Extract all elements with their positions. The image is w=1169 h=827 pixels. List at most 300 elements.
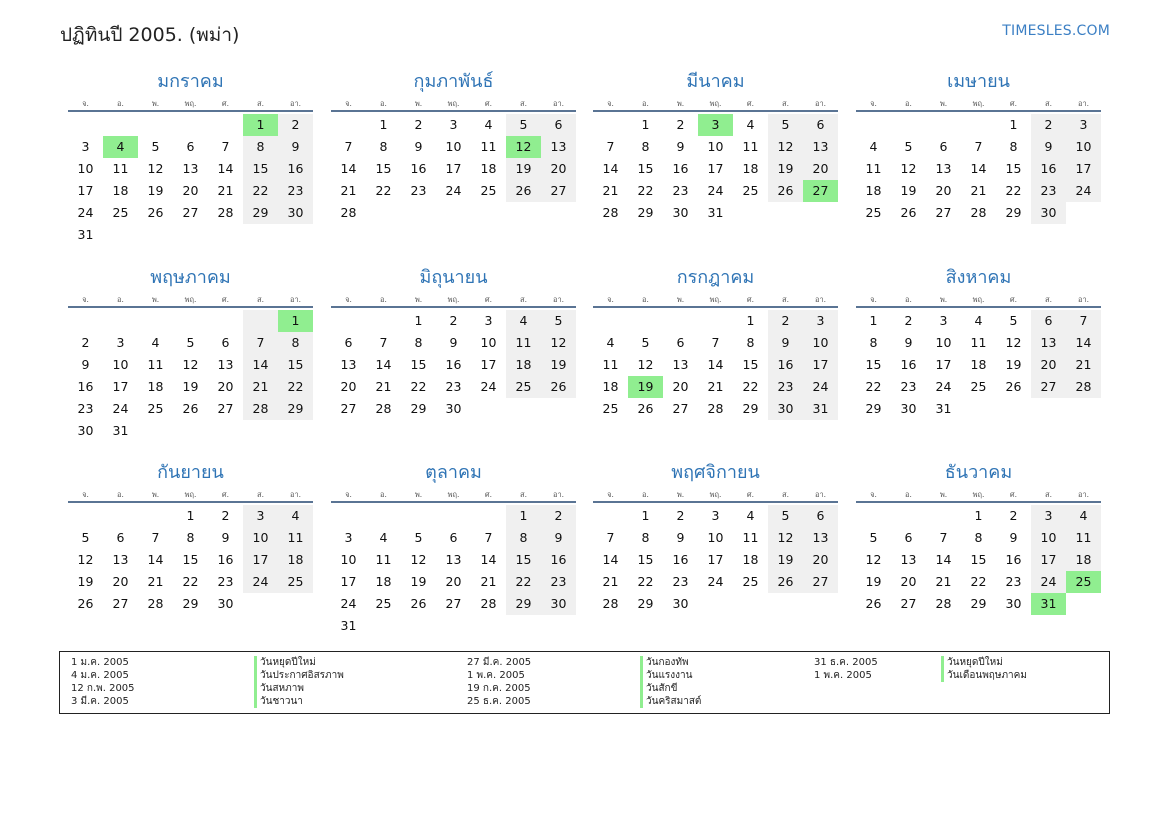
legend-holiday-name: วันเดือนพฤษภาคม: [947, 670, 1027, 681]
weekday-label: จ.: [82, 99, 89, 108]
day-cell: 3: [243, 505, 278, 527]
day-grid: [68, 310, 313, 442]
legend-holiday-name: วันกองทัพ: [646, 657, 689, 668]
day-grid: [593, 505, 838, 615]
weekday-label: พ.: [939, 99, 948, 108]
day-cell: 23: [410, 183, 427, 198]
weekday-header: [593, 294, 838, 308]
day-cell: 2: [676, 117, 685, 132]
weekday-header: [856, 98, 1101, 112]
day-cell: 27: [217, 401, 234, 416]
day-cell: 30: [768, 398, 803, 420]
day-cell: 11: [742, 139, 759, 154]
day-cell: 17: [445, 161, 462, 176]
day-cell: 27: [672, 401, 689, 416]
day-cell: 10: [1066, 136, 1101, 158]
weekday-label: พฤ.: [447, 295, 460, 304]
day-cell: 9: [904, 335, 913, 350]
day-cell: 15: [970, 552, 987, 567]
empty-day-cell: [103, 310, 138, 332]
weekday-label: ส.: [782, 99, 789, 108]
day-cell: 28: [707, 401, 724, 416]
empty-day-cell: [243, 310, 278, 332]
day-cell: 30: [217, 596, 234, 611]
empty-day-cell: [401, 505, 436, 527]
day-cell: 20: [935, 183, 952, 198]
day-cell: 2: [414, 117, 423, 132]
day-cell: 24: [112, 401, 129, 416]
day-cell: 16: [768, 354, 803, 376]
day-cell: 13: [217, 357, 234, 372]
day-cell: 5: [186, 335, 195, 350]
day-cell: 14: [935, 552, 952, 567]
day-cell: 21: [707, 379, 724, 394]
day-cell: 11: [147, 357, 164, 372]
weekday-label: ส.: [782, 490, 789, 499]
weekday-label: อ.: [905, 99, 912, 108]
day-cell: 22: [637, 183, 654, 198]
empty-day-cell: [331, 114, 366, 136]
empty-day-cell: [208, 114, 243, 136]
day-cell: 30: [278, 202, 313, 224]
day-cell: 24: [1066, 180, 1101, 202]
day-cell: 6: [1031, 310, 1066, 332]
weekday-label: พ.: [151, 99, 160, 108]
legend-dates-2: [467, 656, 531, 708]
day-grid: [331, 114, 576, 224]
day-cell: 18: [970, 357, 987, 372]
weekday-label: ศ.: [1009, 490, 1018, 499]
month-name: สิงหาคม: [945, 267, 1012, 288]
day-cell: 5: [904, 139, 913, 154]
weekday-label: จ.: [607, 295, 614, 304]
month-name: กุมภาพันธ์: [413, 71, 494, 92]
weekday-label: ศ.: [1009, 99, 1018, 108]
weekday-label: จ.: [82, 490, 89, 499]
day-cell: 19: [900, 183, 917, 198]
weekday-label: ส.: [257, 295, 264, 304]
day-cell: 26: [410, 596, 427, 611]
weekday-label: พฤ.: [709, 490, 722, 499]
day-cell: 17: [803, 354, 838, 376]
month-block: [593, 266, 838, 420]
day-cell: 2: [1031, 114, 1066, 136]
legend-holiday-name: วันสักขี: [646, 683, 678, 694]
day-cell: 7: [484, 530, 493, 545]
day-cell: 8: [641, 139, 650, 154]
day-cell: 26: [1005, 379, 1022, 394]
day-cell: 26: [637, 401, 654, 416]
legend-holiday-name: วันสหภาพ: [260, 683, 304, 694]
day-cell: 1: [641, 117, 650, 132]
day-cell: 22: [506, 571, 541, 593]
day-cell: 21: [147, 574, 164, 589]
day-cell: 12: [900, 161, 917, 176]
day-cell: 9: [449, 335, 458, 350]
month-name: พฤศจิกายน: [671, 462, 760, 483]
day-cell: 3: [939, 313, 948, 328]
holiday-day-cell: 31: [1031, 593, 1066, 615]
day-cell: 13: [1031, 332, 1066, 354]
day-cell: 1: [641, 508, 650, 523]
weekday-label: ส.: [520, 490, 527, 499]
day-cell: 2: [81, 335, 90, 350]
day-cell: 14: [243, 354, 278, 376]
day-cell: 17: [707, 552, 724, 567]
day-cell: 30: [541, 593, 576, 615]
day-cell: 23: [541, 571, 576, 593]
day-cell: 18: [865, 183, 882, 198]
day-cell: 15: [243, 158, 278, 180]
day-cell: 16: [1031, 158, 1066, 180]
weekday-label: พ.: [414, 295, 423, 304]
day-cell: 15: [410, 357, 427, 372]
day-cell: 5: [869, 530, 878, 545]
month-name: กรกฎาคม: [676, 267, 755, 288]
weekday-label: อา.: [814, 295, 827, 304]
day-cell: 9: [414, 139, 423, 154]
day-grid: [68, 114, 313, 246]
day-cell: 10: [480, 335, 497, 350]
legend-dates-3: [814, 656, 878, 682]
day-cell: 28: [602, 205, 619, 220]
empty-day-cell: [891, 114, 926, 136]
day-cell: 7: [379, 335, 388, 350]
day-cell: 28: [243, 398, 278, 420]
day-cell: 23: [278, 180, 313, 202]
day-cell: 24: [935, 379, 952, 394]
weekday-label: ส.: [257, 99, 264, 108]
day-cell: 21: [375, 379, 392, 394]
day-cell: 15: [865, 357, 882, 372]
day-cell: 14: [147, 552, 164, 567]
day-cell: 30: [445, 401, 462, 416]
day-cell: 1: [379, 117, 388, 132]
day-cell: 8: [974, 530, 983, 545]
day-cell: 14: [707, 357, 724, 372]
day-cell: 3: [1031, 505, 1066, 527]
day-cell: 8: [1009, 139, 1018, 154]
weekday-label: อา.: [289, 490, 302, 499]
month-block: [331, 266, 576, 420]
legend-date: 1 พ.ค. 2005: [467, 670, 525, 681]
day-cell: 5: [81, 530, 90, 545]
weekday-label: พ.: [676, 295, 685, 304]
weekday-label: อ.: [642, 295, 649, 304]
day-cell: 25: [278, 571, 313, 593]
day-cell: 21: [602, 183, 619, 198]
weekday-header: [331, 294, 576, 308]
day-cell: 4: [506, 310, 541, 332]
day-cell: 13: [182, 161, 199, 176]
weekday-label: อ.: [905, 490, 912, 499]
day-cell: 2: [676, 508, 685, 523]
day-cell: 1: [186, 508, 195, 523]
day-cell: 28: [970, 205, 987, 220]
day-cell: 20: [672, 379, 689, 394]
day-cell: 16: [217, 552, 234, 567]
weekday-label: พฤ.: [184, 295, 197, 304]
brand-link[interactable]: TIMESLES.COM: [1002, 23, 1110, 39]
legend-date: 3 มี.ค. 2005: [71, 696, 129, 707]
day-cell: 19: [182, 379, 199, 394]
day-cell: 25: [602, 401, 619, 416]
day-cell: 2: [1009, 508, 1018, 523]
day-cell: 9: [1009, 530, 1018, 545]
day-cell: 8: [243, 136, 278, 158]
day-cell: 19: [1005, 357, 1022, 372]
day-cell: 8: [414, 335, 423, 350]
weekday-header: [331, 98, 576, 112]
month-block: [68, 70, 313, 246]
day-cell: 29: [182, 596, 199, 611]
weekday-label: พฤ.: [184, 99, 197, 108]
weekday-label: อา.: [289, 99, 302, 108]
day-cell: 17: [1031, 549, 1066, 571]
day-cell: 1: [506, 505, 541, 527]
legend-names-1: [254, 656, 344, 708]
empty-day-cell: [68, 114, 103, 136]
weekday-label: ศ.: [484, 295, 493, 304]
empty-day-cell: [593, 505, 628, 527]
weekday-header: [68, 489, 313, 503]
empty-day-cell: [628, 310, 663, 332]
weekday-label: ส.: [1045, 490, 1052, 499]
day-cell: 20: [217, 379, 234, 394]
day-cell: 18: [112, 183, 129, 198]
legend-date: 4 ม.ค. 2005: [71, 670, 129, 681]
day-cell: 6: [541, 114, 576, 136]
month-name: มีนาคม: [686, 71, 745, 92]
weekday-header: [68, 294, 313, 308]
month-name: พฤษภาคม: [150, 267, 231, 288]
day-cell: 26: [768, 571, 803, 593]
day-cell: 24: [445, 183, 462, 198]
day-cell: 25: [112, 205, 129, 220]
day-cell: 22: [182, 574, 199, 589]
day-grid: [593, 114, 838, 224]
day-cell: 6: [221, 335, 230, 350]
day-cell: 1: [414, 313, 423, 328]
day-cell: 21: [217, 183, 234, 198]
day-cell: 18: [480, 161, 497, 176]
day-cell: 23: [217, 574, 234, 589]
day-cell: 30: [672, 596, 689, 611]
weekday-label: อ.: [380, 490, 387, 499]
day-cell: 19: [506, 158, 541, 180]
day-cell: 8: [379, 139, 388, 154]
day-cell: 30: [900, 401, 917, 416]
day-cell: 4: [974, 313, 983, 328]
weekday-label: จ.: [607, 99, 614, 108]
day-cell: 7: [711, 335, 720, 350]
day-cell: 3: [449, 117, 458, 132]
empty-day-cell: [926, 114, 961, 136]
day-cell: 1: [974, 508, 983, 523]
day-cell: 15: [506, 549, 541, 571]
day-cell: 10: [340, 552, 357, 567]
day-cell: 30: [1005, 596, 1022, 611]
holiday-day-cell: 25: [1066, 571, 1101, 593]
day-grid: [331, 505, 576, 637]
day-cell: 8: [746, 335, 755, 350]
day-cell: 5: [768, 114, 803, 136]
weekday-header: [593, 98, 838, 112]
month-block: [856, 461, 1101, 615]
day-cell: 21: [602, 574, 619, 589]
day-cell: 17: [1066, 158, 1101, 180]
day-cell: 3: [81, 139, 90, 154]
day-cell: 23: [445, 379, 462, 394]
day-cell: 22: [410, 379, 427, 394]
month-name: กันยายน: [157, 462, 224, 483]
month-block: [593, 70, 838, 224]
day-cell: 9: [676, 530, 685, 545]
day-cell: 5: [1009, 313, 1018, 328]
day-cell: 28: [1066, 376, 1101, 398]
day-cell: 7: [344, 139, 353, 154]
day-cell: 5: [768, 505, 803, 527]
day-cell: 26: [900, 205, 917, 220]
day-cell: 12: [541, 332, 576, 354]
day-cell: 4: [746, 117, 755, 132]
day-cell: 27: [112, 596, 129, 611]
day-cell: 6: [116, 530, 125, 545]
day-grid: [856, 114, 1101, 224]
day-cell: 6: [344, 335, 353, 350]
day-cell: 12: [768, 136, 803, 158]
day-cell: 4: [1066, 505, 1101, 527]
weekday-label: อา.: [1077, 99, 1090, 108]
day-cell: 23: [900, 379, 917, 394]
day-cell: 13: [340, 357, 357, 372]
day-cell: 16: [1005, 552, 1022, 567]
day-cell: 23: [672, 183, 689, 198]
day-cell: 4: [869, 139, 878, 154]
empty-day-cell: [208, 310, 243, 332]
day-cell: 11: [602, 357, 619, 372]
day-cell: 16: [77, 379, 94, 394]
day-cell: 13: [935, 161, 952, 176]
day-cell: 18: [375, 574, 392, 589]
empty-day-cell: [138, 505, 173, 527]
day-cell: 3: [116, 335, 125, 350]
weekday-label: อา.: [814, 490, 827, 499]
weekday-label: พ.: [151, 295, 160, 304]
day-cell: 5: [541, 310, 576, 332]
day-cell: 20: [445, 574, 462, 589]
day-cell: 8: [278, 332, 313, 354]
day-cell: 24: [243, 571, 278, 593]
empty-day-cell: [926, 505, 961, 527]
day-cell: 20: [340, 379, 357, 394]
day-cell: 27: [541, 180, 576, 202]
day-cell: 17: [340, 574, 357, 589]
day-cell: 3: [344, 530, 353, 545]
day-cell: 18: [278, 549, 313, 571]
weekday-label: จ.: [870, 295, 877, 304]
day-cell: 17: [480, 357, 497, 372]
day-cell: 14: [480, 552, 497, 567]
weekday-label: ศ.: [221, 99, 230, 108]
day-cell: 18: [602, 379, 619, 394]
weekday-label: จ.: [345, 295, 352, 304]
day-grid: [856, 505, 1101, 615]
weekday-label: อ.: [380, 295, 387, 304]
empty-day-cell: [138, 114, 173, 136]
empty-day-cell: [436, 505, 471, 527]
empty-day-cell: [471, 505, 506, 527]
day-cell: 10: [707, 530, 724, 545]
page-title: ปฏิทินปี 2005. (พม่า): [60, 24, 240, 46]
day-cell: 14: [375, 357, 392, 372]
weekday-label: อา.: [814, 99, 827, 108]
weekday-header: [68, 98, 313, 112]
day-cell: 26: [147, 205, 164, 220]
day-cell: 11: [970, 335, 987, 350]
weekday-label: จ.: [345, 99, 352, 108]
weekday-label: ส.: [520, 99, 527, 108]
weekday-label: ศ.: [746, 99, 755, 108]
day-cell: 7: [243, 332, 278, 354]
day-cell: 12: [410, 552, 427, 567]
day-cell: 23: [77, 401, 94, 416]
weekday-label: อา.: [1077, 490, 1090, 499]
day-cell: 27: [803, 571, 838, 593]
weekday-label: ศ.: [1009, 295, 1018, 304]
day-cell: 19: [147, 183, 164, 198]
month-block: [856, 70, 1101, 224]
day-cell: 24: [77, 205, 94, 220]
legend-dates-1: [71, 656, 135, 708]
day-cell: 13: [900, 552, 917, 567]
month-block: [331, 461, 576, 637]
day-cell: 2: [904, 313, 913, 328]
day-cell: 23: [1005, 574, 1022, 589]
day-cell: 29: [506, 593, 541, 615]
day-cell: 3: [1066, 114, 1101, 136]
legend-holiday-name: วันคริสมาสต์: [646, 696, 702, 707]
day-cell: 11: [278, 527, 313, 549]
weekday-label: อา.: [289, 295, 302, 304]
legend-holiday-name: วันประกาศอิสรภาพ: [260, 670, 344, 681]
weekday-label: จ.: [82, 295, 89, 304]
weekday-label: พ.: [676, 490, 685, 499]
day-cell: 28: [217, 205, 234, 220]
legend-date: 19 ก.ค. 2005: [467, 683, 531, 694]
day-cell: 6: [803, 114, 838, 136]
empty-day-cell: [173, 310, 208, 332]
month-block: [68, 461, 313, 615]
weekday-label: พ.: [414, 490, 423, 499]
day-cell: 12: [865, 552, 882, 567]
day-cell: 30: [77, 423, 94, 438]
day-cell: 27: [340, 401, 357, 416]
weekday-label: ศ.: [221, 490, 230, 499]
day-cell: 29: [410, 401, 427, 416]
legend-holiday-name: วันหยุดปีใหม่: [947, 657, 1003, 668]
day-cell: 10: [1031, 527, 1066, 549]
day-cell: 10: [243, 527, 278, 549]
day-cell: 10: [803, 332, 838, 354]
day-cell: 25: [865, 205, 882, 220]
day-cell: 6: [449, 530, 458, 545]
legend-names-3: [941, 656, 1027, 682]
day-cell: 14: [217, 161, 234, 176]
day-cell: 28: [147, 596, 164, 611]
day-cell: 14: [970, 161, 987, 176]
day-cell: 26: [768, 180, 803, 202]
